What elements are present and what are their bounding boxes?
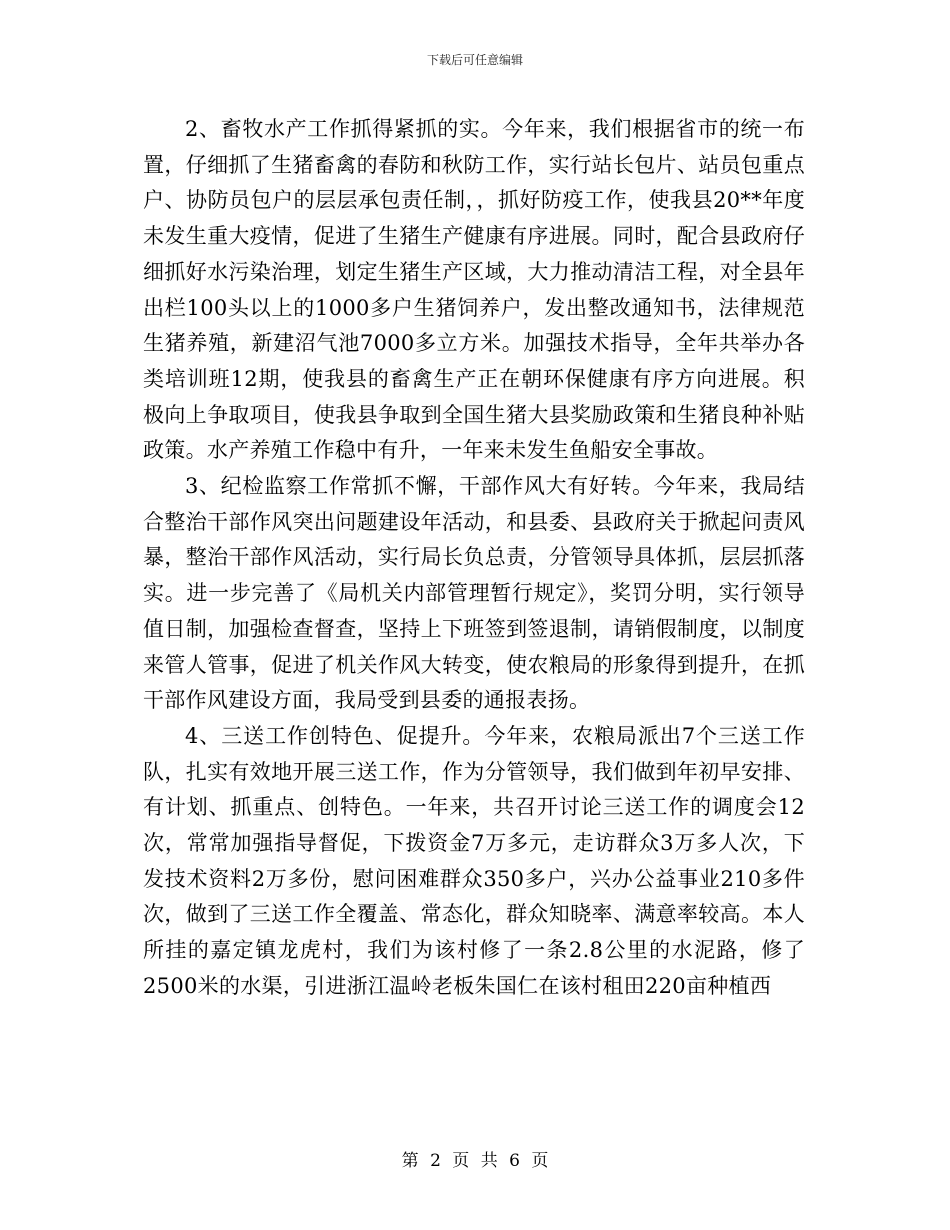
paragraph-livestock: 2、畜牧水产工作抓得紧抓的实。今年来，我们根据省市的统一布置，仔细抓了生猪畜禽的春防和秋防工作，实行站长包片、站员包重点户、协防员包户的层层承包责任制，，抓好防疫工作，使我县20**年度未发生重大疫情，促进了生猪生产健康有序进展。同时，配合县政府仔细抓好水污染治理，划定生猪生产区域，大力推动清洁工程，对全县年出栏100头以上的1000多户生猪饲养户，发出整改通知书，法律规范生猪养殖，新建沼气池7000多立方米。加强技术指导，全年共举办各类培训班12期，使我县的畜禽生产正在朝环保健康有序方向进展。积极向上争取项目，使我县争取到全国生猪大县奖励政策和生猪良种补贴政策。水产养殖工作稳中有升，一年来未发生鱼船安全事故。 [143,117,805,463]
page-number-footer: 第 2 页 共 6 页 [401,1151,549,1171]
page-header: 下载后可任意编辑 [426,53,523,67]
document-body [143,112,805,1005]
paragraph-discipline: 3、纪检监察工作常抓不懈，干部作风大有好转。今年来，我局结合整治干部作风突出问题建设年活动，和县委、县政府关于掀起问责风暴，整治干部作风活动，实行局长负总责，分管领导具体抓，层层抓落实。进一步完善了《局机关内部管理暂行规定》，奖罚分明，实行领导值日制，加强检查督查，坚持上下班签到签退制，请销假制度，以制度来管人管事，促进了机关作风大转变，使农粮局的形象得到提升，在抓干部作风建设方面，我局受到县委的通报表扬。 [143,474,805,713]
paragraph-three-send: 4、三送工作创特色、促提升。今年来，农粮局派出7个三送工作队，扎实有效地开展三送工作，作为分管领导，我们做到年初早安排、有计划、抓重点、创特色。一年来，共召开讨论三送工作的调度会12次，常常加强指导督促，下拨资金7万多元，走访群众3万多人次，下发技术资料2万多份，慰问困难群众350多户，兴办公益事业210多件次，做到了三送工作全覆盖、常态化，群众知晓率、满意率较高。本人所挂的嘉定镇龙虎村，我们为该村修了一条2.8公里的水泥路，修了2500米的水渠，引进浙江温岭老板朱国仁在该村租田220亩种植西 [143,723,805,998]
